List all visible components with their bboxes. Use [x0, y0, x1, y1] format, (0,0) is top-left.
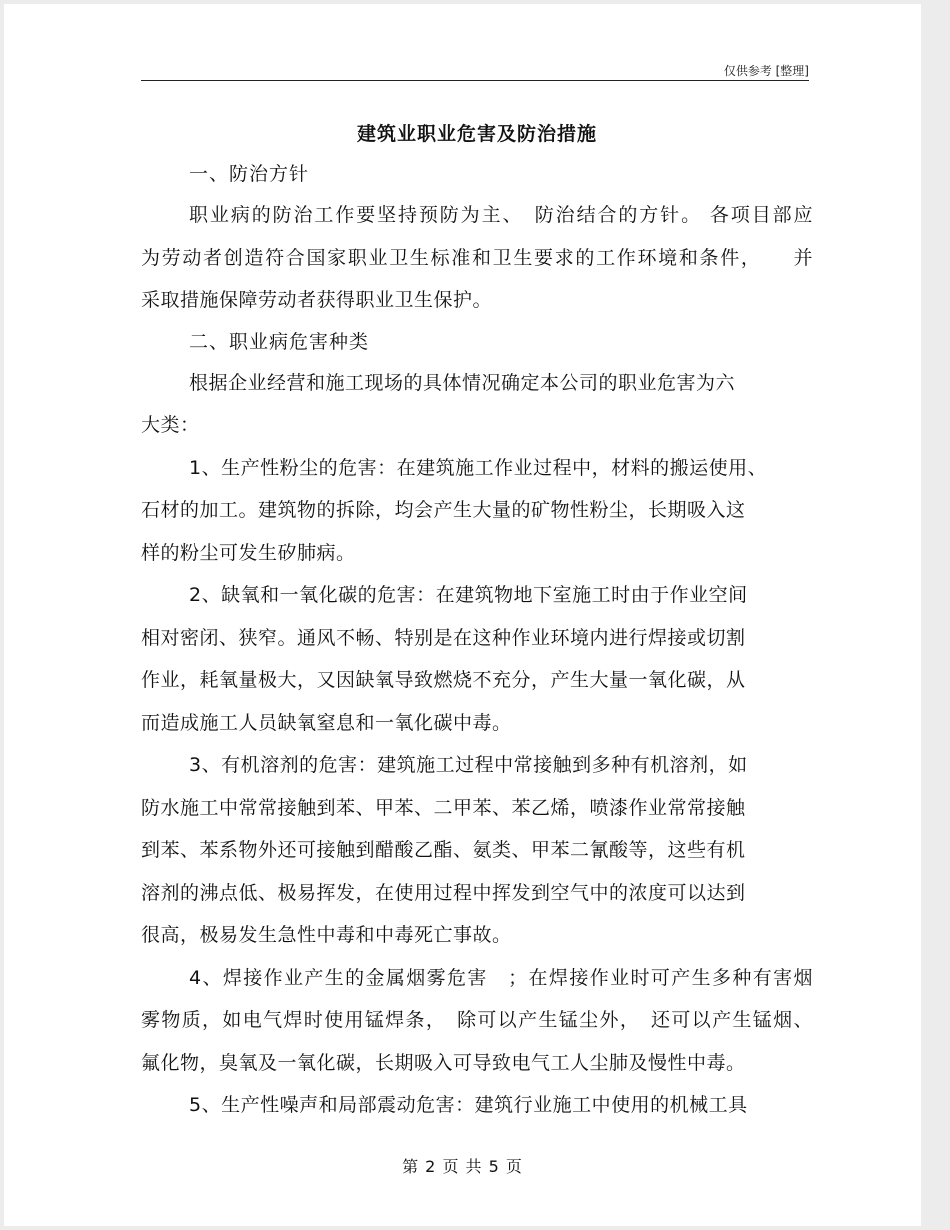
text-line: 4、焊接作业产生的金属烟雾危害 ；在焊接作业时可产生多种有害烟 [189, 966, 813, 989]
document-page [4, 4, 921, 1226]
paragraph-intro [141, 362, 813, 447]
paragraph-policy [141, 194, 813, 322]
text-line: 1、生产性粉尘的危害：在建筑施工作业过程中，材料的搬运使用、 [189, 456, 768, 479]
text-line: 防水施工中常常接触到苯、甲苯、二甲苯、苯乙烯，喷漆作业常常接触 [141, 796, 746, 819]
text-line: 而造成施工人员缺氧窒息和一氧化碳中毒。 [141, 711, 512, 734]
header-rule [141, 80, 809, 81]
text-line: 相对密闭、狭窄。通风不畅、特别是在这种作业环境内进行焊接或切割 [141, 626, 746, 649]
text-line: 大类： [141, 414, 200, 436]
paragraph-noise [141, 1084, 813, 1127]
text-line: 氟化物，臭氧及一氧化碳，长期吸入可导致电气工人尘肺及慢性中毒。 [141, 1051, 746, 1074]
text-line: 溶剂的沸点低、极易挥发，在使用过程中挥发到空气中的浓度可以达到 [141, 881, 746, 904]
paragraph-solvents [141, 744, 813, 957]
text-line: 根据企业经营和施工现场的具体情况确定本公司的职业危害为六 [189, 371, 736, 394]
text-line: 2、缺氧和一氧化碳的危害：在建筑物地下室施工时由于作业空间 [189, 584, 748, 606]
paragraph-welding [141, 957, 813, 1085]
document-body [141, 114, 813, 1127]
text-line: 很高，极易发生急性中毒和中毒死亡事故。 [141, 924, 512, 946]
text-line: 采取措施保障劳动者获得职业卫生保护。 [141, 289, 493, 311]
text-line: 作业，耗氧量极大，又因缺氧导致燃烧不充分，产生大量一氧化碳，从 [141, 669, 746, 691]
text-line: 到苯、苯系物外还可接触到醋酸乙酯、氨类、甲苯二氰酸等，这些有机 [141, 839, 746, 861]
text-line: 雾物质，如电气焊时使用锰焊条， 除可以产生锰尘外， 还可以产生锰烟、 [141, 1009, 813, 1031]
text-line: 样的粉尘可发生矽肺病。 [141, 541, 356, 564]
page-header: 仅供参考 [整理] [723, 64, 809, 78]
page-footer: 第 2 页 共 5 页 [402, 1157, 523, 1176]
paragraph-oxygen [141, 574, 813, 744]
text-line: 3、有机溶剂的危害：建筑施工过程中常接触到多种有机溶剂，如 [189, 754, 748, 776]
text-line: 5、生产性噪声和局部震动危害：建筑行业施工中使用的机械工具 [189, 1094, 748, 1116]
section-heading-hazard-types: 二、职业病危害种类 [189, 330, 370, 353]
page-title: 建筑业职业危害及防治措施 [356, 123, 597, 145]
text-line: 为劳动者创造符合国家职业卫生标准和卫生要求的工作环境和条件， 并 [141, 246, 813, 269]
paragraph-dust [141, 447, 813, 575]
text-line: 石材的加工。建筑物的拆除，均会产生大量的矿物性粉尘，长期吸入这 [141, 499, 746, 521]
section-heading-policy: 一、防治方针 [189, 163, 310, 185]
text-line: 职业病的防治工作要坚持预防为主、 防治结合的方针。 各项目部应 [189, 204, 813, 226]
